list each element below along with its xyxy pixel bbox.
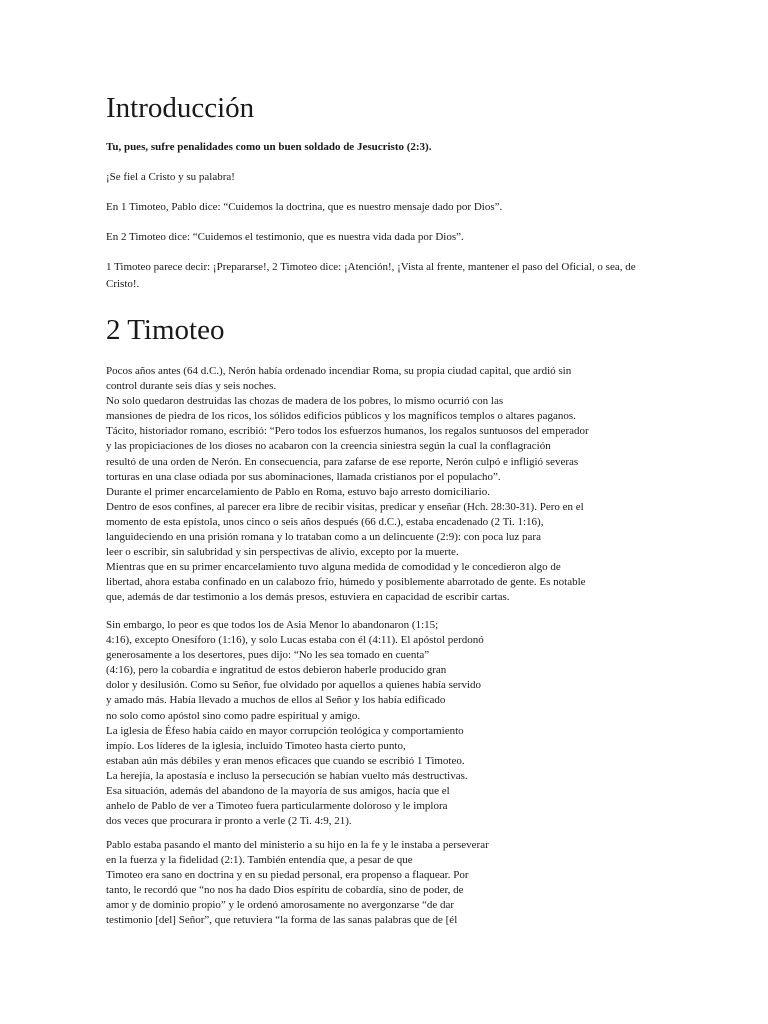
text-line: impío. Los líderes de la iglesia, incluido Timoteo hasta cierto punto, [106,739,406,752]
text-line: en la fuerza y la fidelidad (2:1). También entendía que, a pesar de que [106,854,413,867]
text-line: control durante seis días y seis noches. [106,380,277,393]
text-line: La herejía, la apostasía e incluso la persecución se habían vuelto más destructivas. [106,769,468,782]
text-line: Timoteo era sano en doctrina y en su piedad personal, era propenso a flaquear. Por [106,869,469,882]
text-line: dos veces que procurara ir pronto a verle (2 Ti. 4:9, 21). [106,815,352,828]
text-line: tanto, le recordó que “no nos ha dado Dios espíritu de cobardía, sino de poder, de [106,884,464,897]
text-line: 4:16), excepto Onesíforo (1:16), y solo Lucas estaba con él (4:11). El apóstol perdonó [106,634,484,647]
heading-2-timoteo: 2 Timoteo [106,314,225,346]
text-line: Sin embargo, lo peor es que todos los de Asia Menor lo abandonaron (1:15; [106,619,439,631]
text-line: y las propiciaciones de los dioses no acabaron con la creencia siniestra según la cual la conflagración [106,440,551,453]
text-line: y amado más. Había llevado a muchos de ellos al Señor y los había edificado [106,694,446,707]
text-line: No solo quedaron destruidas las chozas de madera de los pobres, lo mismo ocurrió con las [106,395,504,408]
text-line: amor y de dominio propio” y le ordenó amorosamente no avergonzarse “de dar [106,899,455,912]
text-line: Esa situación, además del abandono de la mayoría de sus amigos, hacía que el [106,785,450,798]
text-line: Tácito, historiador romano, escribió: “Pero todos los esfuerzos humanos, los regalos suntuosos del emperador [106,425,589,438]
text-line: leer o escribir, sin salubridad y sin perspectivas de alivio, excepto por la muerte. [106,546,459,559]
text-line: testimonio [del] Señor”, que retuviera “la forma de las sanas palabras que de [él [106,914,458,927]
text-line: libertad, ahora estaba confinado en un calabozo frío, húmedo y posiblemente abarrotado de gente. Es notable [106,576,586,589]
text-line: torturas en una clase odiada por sus abominaciones, llamada cristianos por el populacho”. [106,470,501,483]
text-line: Dentro de esos confines, al parecer era libre de recibir visitas, predicar y enseñar (Hch. 28:30-31). Pero en el [106,500,584,513]
text-line: languideciendo en una prisión romana y lo trataban como a un delincuente (2:9): con poca luz para [106,531,541,544]
timoteo-block-2 [106,618,666,829]
intro-paragraph: En 2 Timoteo dice: “Cuidemos el testimonio, que es nuestra vida dada por Dios”. [106,231,464,243]
text-line: que, además de dar testimonio a los demás presos, estuviera en capacidad de escribir cartas. [106,591,510,604]
intro-paragraph: En 1 Timoteo, Pablo dice: “Cuidemos la doctrina, que es nuestro mensaje dado por Dios”. [106,201,503,213]
text-line: dolor y desilusión. Como su Señor, fue olvidado por aquellos a quienes había servido [106,679,482,692]
text-line: Mientras que en su primer encarcelamiento tuvo alguna medida de comodidad y le concedieron algo de [106,561,561,574]
text-line: Pablo estaba pasando el manto del ministerio a su hijo en la fe y le instaba a perseverar [106,839,489,851]
text-line: mansiones de piedra de los ricos, los sólidos edificios públicos y los magníficos templos o altares paganos. [106,410,576,423]
text-line: Durante el primer encarcelamiento de Pablo en Roma, estuvo bajo arresto domiciliario. [106,485,490,498]
heading-introduccion: Introducción [106,92,255,124]
text-line: anhelo de Pablo de ver a Timoteo fuera particularmente doloroso y le implora [106,800,448,813]
text-line: generosamente a los desertores, pues dijo: “No les sea tomado en cuenta” [106,649,430,662]
text-line: estaban aún más débiles y eran menos eficaces que cuando se escribió 1 Timoteo. [106,754,465,767]
text-line: momento de esta epístola, unos cinco o seis años después (66 d.C.), estaba encadenado (2 Ti. 1:16), [106,515,544,528]
timoteo-block-1 [106,364,666,606]
intro-paragraph: 1 Timoteo parece decir: ¡Prepararse!, 2 Timoteo dice: ¡Atención!, ¡Vista al frente, mantener el paso del Oficial, o sea, de Cristo!. [106,261,636,290]
intro-verse: Tu, pues, sufre penalidades como un buen soldado de Jesucristo (2:3). [106,141,432,153]
intro-paragraph: ¡Se fiel a Cristo y su palabra! [106,171,235,183]
text-line: Pocos años antes (64 d.C.), Nerón había ordenado incendiar Roma, su propia ciudad capital, que ardió sin [106,365,572,377]
timoteo-block-3 [106,838,666,929]
text-line: resultó de una orden de Nerón. En consecuencia, para zafarse de ese reporte, Nerón culpó e infligió severas [106,455,579,468]
text-line: no solo como apóstol sino como padre espiritual y amigo. [106,709,361,722]
intro-section [106,139,666,306]
text-line: (4:16), pero la cobardía e ingratitud de estos debieron haberle producido gran [106,664,447,677]
text-line: La iglesia de Éfeso había caído en mayor corrupción teológica y comportamiento [106,724,464,737]
